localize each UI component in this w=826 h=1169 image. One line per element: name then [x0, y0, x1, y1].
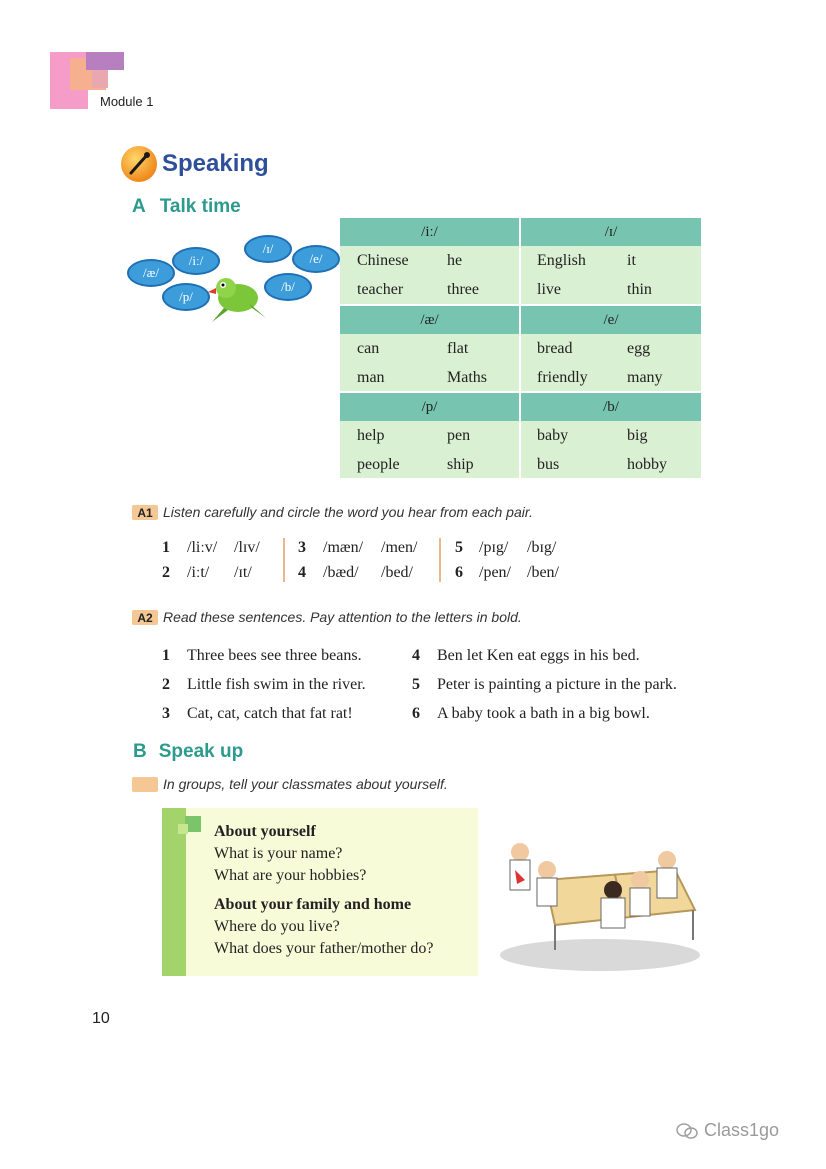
- sentence: Ben let Ken eat eggs in his bed.: [437, 647, 640, 664]
- phoneme-bubble: /iː/: [172, 247, 220, 275]
- pair-number: 2: [162, 564, 170, 581]
- word: many: [627, 369, 663, 386]
- module-label: Module 1: [100, 94, 154, 109]
- word: Chinese: [357, 252, 409, 269]
- word: man: [357, 369, 385, 386]
- pair-option[interactable]: /men/: [381, 539, 418, 556]
- word: can: [357, 340, 380, 357]
- phonics-table: [340, 218, 701, 478]
- pair-option[interactable]: /iːt/: [187, 564, 210, 581]
- a2-badge: A2: [132, 610, 158, 625]
- section-letter: A: [132, 196, 146, 217]
- pair-option[interactable]: /mæn/: [323, 539, 364, 556]
- phoneme-bubble: /ɪ/: [244, 235, 292, 263]
- word: it: [627, 252, 636, 269]
- pair-option[interactable]: /pɪg/: [479, 539, 509, 556]
- sound-header: /æ/: [340, 306, 519, 334]
- sentence-number: 2: [162, 676, 170, 693]
- b-instruction: In groups, tell your classmates about yourself.: [163, 776, 448, 792]
- sentence: Peter is painting a picture in the park.: [437, 676, 677, 693]
- word: big: [627, 427, 648, 444]
- word: friendly: [537, 369, 588, 386]
- phoneme-bubble: /b/: [264, 273, 312, 301]
- word: bus: [537, 456, 560, 473]
- parrot-illustration: [204, 268, 268, 324]
- pair-option[interactable]: /ɪt/: [234, 564, 252, 581]
- table-divider: [340, 391, 701, 393]
- word: bread: [537, 340, 573, 357]
- sentence-number: 5: [412, 676, 420, 693]
- word: baby: [537, 427, 569, 444]
- phoneme-bubble: /æ/: [127, 259, 175, 287]
- pair-number: 5: [455, 539, 463, 556]
- corner-decoration: [86, 52, 124, 70]
- word: Maths: [447, 369, 487, 386]
- card-heading: About yourself: [214, 823, 316, 840]
- word: people: [357, 456, 400, 473]
- sentence: Three bees see three beans.: [187, 647, 362, 664]
- a2-instruction: Read these sentences. Pay attention to the letters in bold.: [163, 609, 522, 625]
- table-divider: [340, 304, 701, 306]
- watermark-text: Class1go: [704, 1120, 780, 1140]
- section-b-heading: [133, 741, 243, 763]
- sentence-number: 1: [162, 647, 170, 664]
- section-title: Speak up: [158, 741, 244, 762]
- word: English: [537, 252, 586, 269]
- pair-option[interactable]: /bɪg/: [527, 539, 557, 556]
- phoneme-bubble: /p/: [162, 283, 210, 311]
- pair-option[interactable]: /lɪv/: [234, 539, 260, 556]
- pair-number: 3: [298, 539, 306, 556]
- sound-header: /iː/: [340, 218, 519, 246]
- pair-number: 1: [162, 539, 170, 556]
- word: hobby: [627, 456, 667, 473]
- sound-header: /p/: [340, 393, 519, 421]
- pair-number: 4: [298, 564, 306, 581]
- word: flat: [447, 340, 469, 357]
- speaking-icon: [121, 146, 157, 182]
- classroom-illustration: [495, 840, 705, 975]
- pair-option[interactable]: /liːv/: [187, 539, 218, 556]
- section-title: Talk time: [159, 196, 241, 217]
- word: help: [357, 427, 385, 444]
- a1-instruction: Listen carefully and circle the word you hear from each pair.: [163, 504, 533, 520]
- pair-option[interactable]: /bed/: [381, 564, 413, 581]
- sentence-number: 4: [412, 647, 420, 664]
- pair-option[interactable]: /ben/: [527, 564, 559, 581]
- speaking-title: Speaking: [162, 150, 269, 177]
- card-question: What is your name?: [214, 845, 343, 862]
- sound-header: /e/: [521, 306, 701, 334]
- watermark: [676, 1120, 779, 1141]
- card-question: What are your hobbies?: [214, 867, 367, 884]
- word: ship: [447, 456, 474, 473]
- card-question: What does your father/mother do?: [214, 940, 434, 957]
- word: he: [447, 252, 463, 269]
- sound-header: /b/: [521, 393, 701, 421]
- phoneme-bubble: /e/: [292, 245, 340, 273]
- word: thin: [627, 281, 652, 298]
- word: pen: [447, 427, 471, 444]
- word: egg: [627, 340, 651, 357]
- sentence: A baby took a bath in a big bowl.: [437, 705, 650, 722]
- card-heading: About your family and home: [214, 896, 412, 913]
- sentence: Little fish swim in the river.: [187, 676, 366, 693]
- pair-number: 6: [455, 564, 463, 581]
- chat-icon: [676, 1122, 698, 1140]
- word: three: [447, 281, 479, 298]
- corner-decoration: [92, 70, 108, 88]
- sound-header: /ɪ/: [521, 218, 701, 246]
- instruction-badge: [132, 777, 158, 792]
- section-letter: B: [133, 741, 147, 762]
- card-decoration: [178, 824, 188, 834]
- column-separator: [439, 538, 441, 582]
- word: live: [537, 281, 561, 298]
- page-number: 10: [92, 1010, 110, 1027]
- a1-badge: A1: [132, 505, 158, 520]
- sentence: Cat, cat, catch that fat rat!: [187, 705, 353, 722]
- card-question: Where do you live?: [214, 918, 340, 935]
- word: teacher: [357, 281, 404, 298]
- sentence-number: 6: [412, 705, 420, 722]
- pair-option[interactable]: /pen/: [479, 564, 511, 581]
- pair-option[interactable]: /bæd/: [323, 564, 359, 581]
- section-a-heading: [132, 196, 241, 218]
- table-divider: [519, 218, 521, 478]
- column-separator: [283, 538, 285, 582]
- sentence-number: 3: [162, 705, 170, 722]
